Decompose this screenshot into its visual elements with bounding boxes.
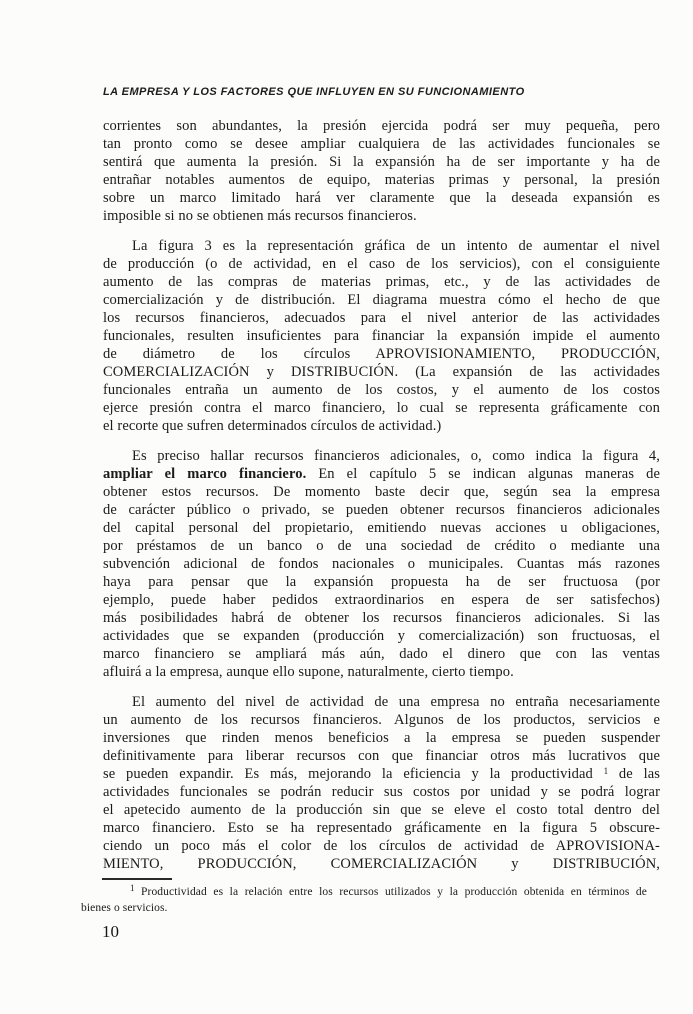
text-line: El aumento del nivel de actividad de una empresa no entraña necesariamente [132,694,660,710]
text-line: de carácter público o privado, se pueden obtener recursos financieros adicionales [103,502,660,518]
body-text [103,117,660,873]
text-line: definitivamente para liberar recursos con que financiar otros más lucrativos que [103,748,660,764]
footnote [81,884,647,916]
text-line: del capital personal del propietario, emitiendo nuevas acciones u obligaciones, [103,520,660,536]
paragraph [103,117,660,225]
page-number: 10 [102,922,119,941]
text-line: ampliar el marco financiero. En el capítulo 5 se indican algunas maneras de [103,466,660,482]
footnote-reference: 1 [130,883,135,893]
text-line: imposible si no se obtienen más recursos financieros. [103,208,417,224]
text-line: La figura 3 es la representación gráfica de un intento de aumentar el nivel [132,238,660,254]
text-line: inversiones que rinden menos beneficios a la empresa se pueden suspender [103,730,660,746]
text-line: haya para pensar que la expansión propuesta ha de ser fructuosa (por [103,574,660,590]
text-line: actividades que se expanden (producción y comercialización) son fructuosas, el [103,628,660,644]
text-line: marco financiero. Esto se ha representado gráficamente en la figura 5 obscure- [103,820,660,836]
running-header: LA EMPRESA Y LOS FACTORES QUE INFLUYEN EN SU FUNCIONAMIENTO [103,86,525,98]
text-line: corrientes son abundantes, la presión ejercida podrá ser muy pequeña, pero [103,118,660,134]
footnote-block [81,884,647,916]
text-line: Es preciso hallar recursos financieros adicionales, o, como indica la figura 4, [132,448,660,464]
text-line: ejemplo, puede haber pedidos extraordinarios en espera de ser satisfechos) [103,592,660,608]
text-line: el apetecido aumento de la producción sin que se eleve el costo total dentro del [103,802,660,818]
text-line: entrañar notables aumentos de equipo, materias primas y personal, la presión [103,172,660,188]
text-line: actividades funcionales se podrán reducir sus costos por unidad y se podrá lograr [103,784,660,800]
text-line: más posibilidades habrá de obtener los recursos financieros adicionales. Si las [103,610,660,626]
paragraph [103,447,660,681]
text-line: $^1$ Productividad es la relación entre los recursos utilizados y la producción obtenida en términos de [130,883,647,898]
footnote-reference: 1 [603,766,609,776]
text-line: COMERCIALIZACIÓN y DISTRIBUCIÓN. (La expansión de las actividades [103,364,660,380]
text-line: de diámetro de los círculos APROVISIONAMIENTO, PRODUCCIÓN, [103,346,660,362]
text-line: ciendo un poco más el color de los círculos de actividad de APROVISIONA- [103,838,660,854]
text-line: aumento de las compras de materias primas, etc., y de las actividades de [103,274,660,290]
text-line: comercialización y de distribución. El diagrama muestra cómo el hecho de que [103,292,660,308]
text-line: funcionales, resulten insuficientes para financiar la expansión impide el aumento [103,328,660,344]
text-line: el recorte que sufren determinados círculos de actividad.) [103,418,442,434]
footnote-rule [102,878,172,880]
text-line: tan pronto como se desee ampliar cualquiera de las actividades funcionales se [103,136,660,152]
text-line: bienes o servicios. [81,902,168,914]
text-line: ejerce presión contra el marco financiero, lo cual se representa gráficamente con [103,400,660,416]
text-line: subvención adicional de fondos nacionales o municipales. Cuantas más razones [103,556,660,572]
paragraph [103,237,660,435]
text-line: marco financiero se ampliará más aún, dado el dinero que con las ventas [103,646,660,662]
paragraph [103,693,660,873]
text-line: funcionales entraña un aumento de los costos, y el aumento de los costos [103,382,660,398]
text-line: MIENTO, PRODUCCIÓN, COMERCIALIZACIÓN y DISTRIBUCIÓN, [103,856,660,872]
text-line: obtener estos recursos. De momento baste decir que, según sea la empresa [103,484,660,500]
text-line: se pueden expandir. Es más, mejorando la eficiencia y la productividad $^1$ de las [103,766,660,782]
text-line: sentirá que aumenta la presión. Si la expansión ha de ser importante y ha de [103,154,660,170]
text-line: afluirá a la empresa, aunque ello supone, naturalmente, cierto tiempo. [103,664,514,680]
text-line: sobre un marco limitado hará ver claramente que la deseada expansión es [103,190,660,206]
text-line: los recursos financieros, adecuados para el nivel anterior de las actividades [103,310,660,326]
text-line: por préstamos de un banco o de una sociedad de crédito o mediante una [103,538,660,554]
text-line: un aumento de los recursos financieros. Algunos de los productos, servicios e [103,712,660,728]
text-line: de producción (o de actividad, en el caso de los servicios), con el consiguiente [103,256,660,272]
